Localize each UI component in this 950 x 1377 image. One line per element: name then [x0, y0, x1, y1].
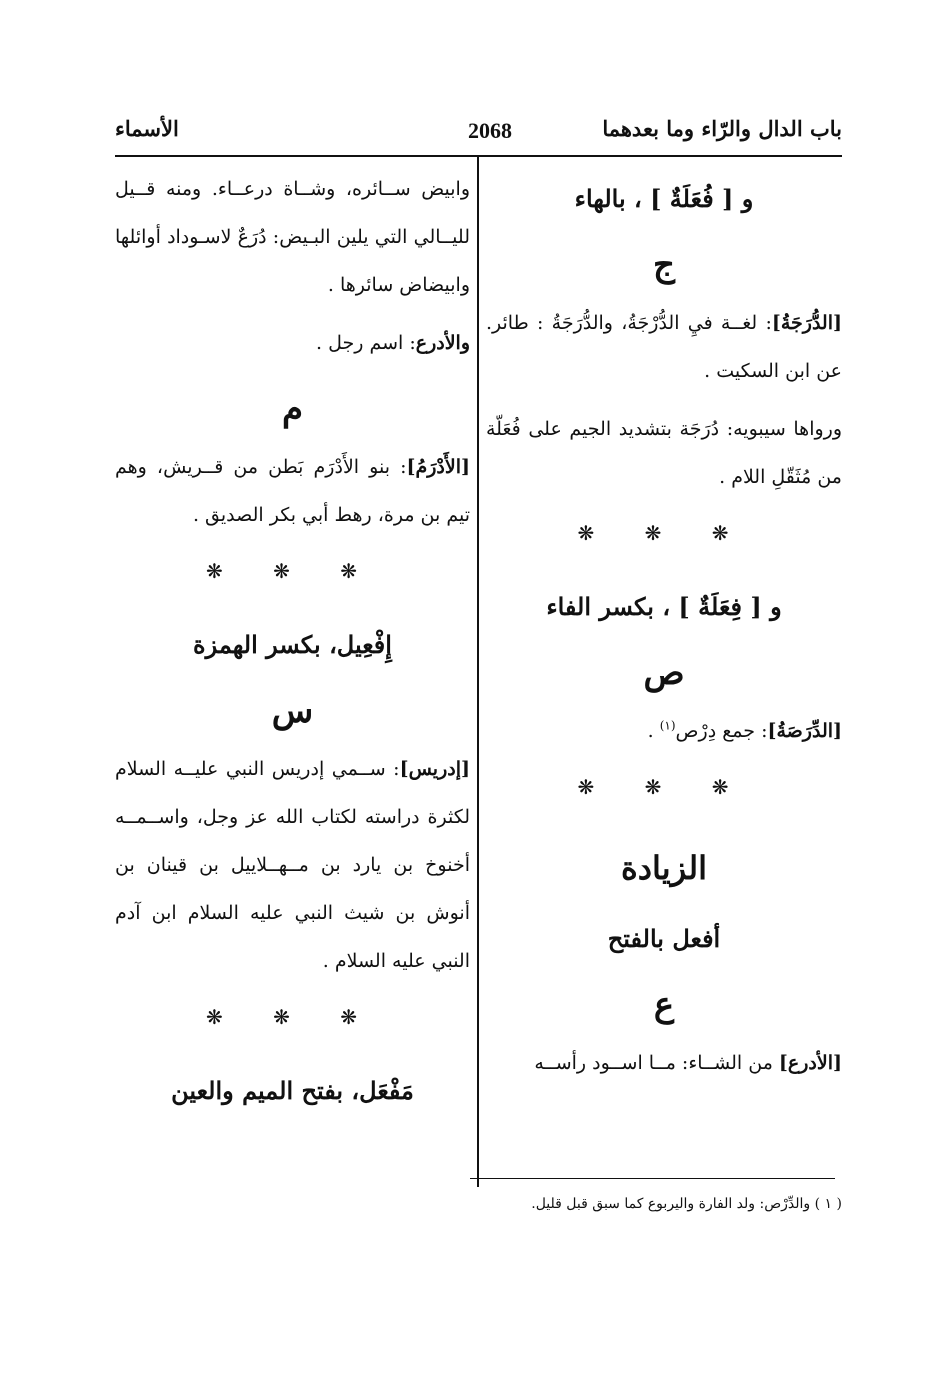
entry-paragraph: ورواها سيبويه: دُرَجَة بتشديد الجيم على فُعَلّة من مُثَقّلِ اللام . [486, 418, 842, 488]
page-number: 2068 [468, 118, 512, 143]
major-heading: الزيادة [621, 849, 707, 887]
separator-stars: ❋ ❋ ❋ [577, 521, 751, 545]
letter-heading: ص [643, 653, 685, 693]
entry-text: : ســمي إدريس النبي عليــه السلام لكثرة دراسته لكتاب الله عز وجل، واســمــه أخنوخ بن يارد بن مــهــلاييل بن قينان بن أنوش بن شيث النبي عليه السلام ابن آدم النبي عليه السلام . [115, 758, 470, 972]
letter-heading: م [281, 389, 304, 429]
section-heading: إِفْعِيل، بكسر الهمزة [193, 630, 392, 659]
section-heading: أفعل بالفتح [607, 924, 721, 953]
entry-term: [الدِّرَصَةُ] [767, 720, 842, 742]
footnote: ( ١ ) والدِّرْص: ولد الفارة واليربوع كما سبق قبل قليل. [531, 1196, 842, 1212]
entry-paragraph [115, 745, 470, 985]
section-heading: و [ فُعَلَةٌ ] ، بالهاء [574, 184, 754, 213]
footnote-rule [470, 1178, 835, 1179]
section-heading: مَفْعَل، بفتح الميم والعين [171, 1076, 414, 1105]
section-heading: و [ فِعَلَةٌ ] ، بكسر الفاء [546, 592, 782, 621]
letter-heading: ج [653, 245, 675, 285]
separator-stars: ❋ ❋ ❋ [206, 1005, 379, 1029]
entry-text: . [647, 720, 660, 742]
entry-text: : جمع دِرْص [675, 720, 768, 742]
right-column [486, 165, 842, 1097]
entry-paragraph [486, 299, 842, 395]
left-column [115, 165, 470, 1125]
entry-term: [إدريس] [399, 758, 470, 780]
entry-paragraph: وابيض ســائره، وشــاة درعــاء. ومنه قــيل لليــالي التي يلين البـيض: دُرَعٌ لاسـوداد أوائلها وابيضاض سائرها . [115, 178, 470, 296]
chapter-title: باب الدال والرّاء وما بعدهما [602, 116, 842, 141]
entry-text: من الشــاء: مــا اســود رأســه [534, 1052, 779, 1074]
entry-paragraph [486, 1039, 842, 1087]
entry-term: [الدُّرَجَةُ] [771, 312, 842, 334]
section-title: الأسماء [115, 116, 179, 141]
entry-text: : بنو الأَدْرَم بَطن من قــريش، وهم تيم بن مرة، رهط أبي بكر الصديق . [115, 456, 470, 526]
separator-stars: ❋ ❋ ❋ [206, 559, 379, 583]
footnote-marker: (١) [659, 718, 676, 733]
entry-text: : اسم رجل . [316, 332, 416, 354]
letter-heading: س [271, 691, 314, 731]
column-divider [477, 157, 479, 1187]
entry-term: والأدرع [415, 332, 470, 354]
entry-paragraph [115, 443, 470, 539]
entry-text: : لغــة فيِ الدُّرْجَةُ، والدُّرَجَةُ : طائر. عن ابن السكيت . [486, 312, 842, 382]
page-header [115, 112, 842, 156]
entry-paragraph [115, 319, 470, 367]
separator-stars: ❋ ❋ ❋ [577, 775, 751, 799]
entry-paragraph [486, 707, 842, 755]
letter-heading: ع [653, 985, 675, 1025]
entry-term: [الأدرع] [778, 1052, 842, 1074]
entry-term: [الأَدْرَمُ] [406, 456, 470, 478]
